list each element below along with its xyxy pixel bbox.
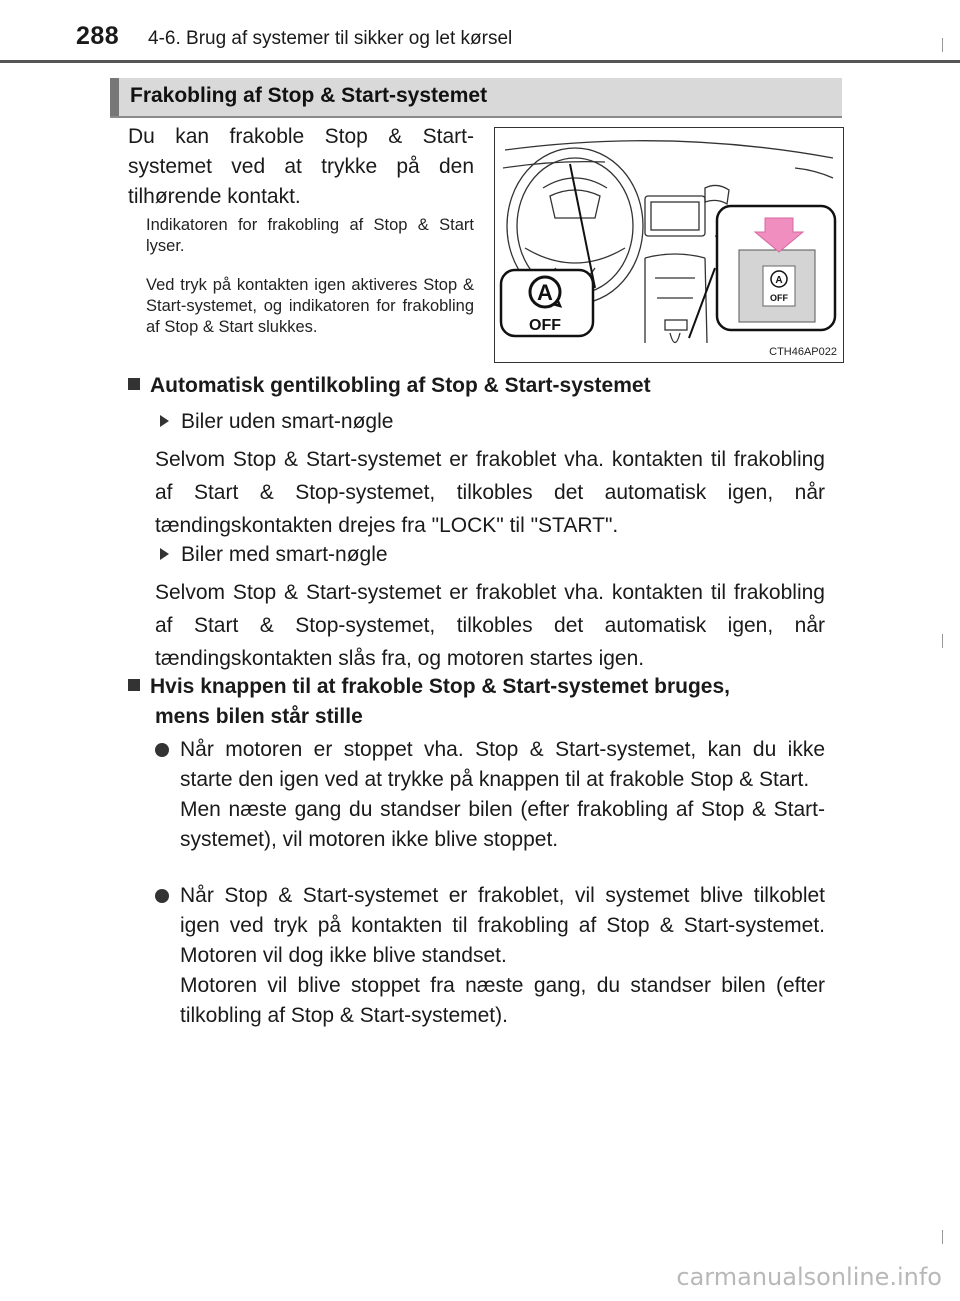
crop-mark [942, 38, 943, 52]
stationary-title-line1: Hvis knappen til at frakoble Stop & Start-systemet bruges, [150, 675, 730, 698]
case2-text: Selvom Stop & Start-systemet er frakoblet vha. kontakten til frakobling af Start & Stop-systemet, tilkobles det automatisk igen, når tændingskontakten slås fra, og motoren startes igen. [155, 581, 825, 670]
bullet2-text-b: Motoren vil blive stoppet fra næste gang, du standser bilen (efter tilkobling af Stop & Start-systemet). [180, 974, 825, 1027]
header-rule [0, 60, 960, 63]
intro-note-1: Indikatoren for frakobling af Stop & Start lyser. [146, 216, 474, 255]
round-bullet-icon [155, 743, 169, 757]
bullet2-text-a: Når Stop & Start-systemet er frakoblet, vil systemet blive tilkoblet igen ved tryk på kontakten til frakobling af Stop & Start-systemet. Motoren vil dog ikke blive standset. [180, 884, 825, 967]
watermark: carmanualsonline.info [676, 1263, 942, 1291]
button-letter: A [537, 280, 553, 305]
switch-letter: A [775, 275, 783, 286]
stationary-title-line2: mens bilen står stille [155, 705, 363, 728]
section-accent [110, 78, 119, 116]
chapter-title: 4-6. Brug af systemer til sikker og let kørsel [148, 28, 513, 49]
case-with-smart-key [160, 540, 388, 570]
page-number: 288 [76, 22, 120, 50]
auto-reconnect-heading [128, 371, 651, 401]
triangle-bullet-icon [160, 415, 169, 427]
switch-label: OFF [770, 293, 788, 303]
figure-code: CTH46AP022 [769, 346, 837, 358]
triangle-bullet-icon [160, 548, 169, 560]
bullet-item [155, 881, 825, 1031]
round-bullet-icon [155, 889, 169, 903]
square-bullet-icon [128, 378, 140, 390]
case1-title: Biler uden smart-nøgle [181, 410, 394, 433]
bullet1-text-b: Men næste gang du standser bilen (efter frakobling af Stop & Start-systemet), vil motoren ikke blive stoppet. [180, 798, 825, 851]
stationary-heading [128, 672, 840, 732]
case2-title: Biler med smart-nøgle [181, 543, 388, 566]
intro-text: Du kan frakoble Stop & Start-systemet ved at trykke på den tilhørende kontakt. [128, 125, 474, 208]
bullet-item [155, 735, 825, 855]
button-label: OFF [529, 317, 561, 334]
section-heading [110, 78, 842, 118]
bullet1-text-a: Når motoren er stoppet vha. Stop & Start-systemet, kan du ikke starte den igen ved at trykke på knappen til at frakoble Stop & Start. [180, 738, 825, 791]
case1-text: Selvom Stop & Start-systemet er frakoblet vha. kontakten til frakobling af Start & Stop-systemet, tilkobles det automatisk igen, når tændingskontakten drejes fra "LOCK" til "START". [155, 448, 825, 537]
crop-mark [942, 634, 943, 648]
dashboard-illustration [494, 127, 844, 363]
section-title: Frakobling af Stop & Start-systemet [130, 84, 488, 107]
case-without-smart-key [160, 407, 393, 437]
square-bullet-icon [128, 679, 140, 691]
auto-reconnect-title: Automatisk gentilkobling af Stop & Start-systemet [150, 374, 651, 397]
intro-note-2: Ved tryk på kontakten igen aktiveres Stop & Start-systemet, og indikatoren for frakobling af Stop & Start slukkes. [146, 276, 474, 336]
dashboard-drawing [495, 128, 843, 362]
crop-mark [942, 1230, 943, 1244]
